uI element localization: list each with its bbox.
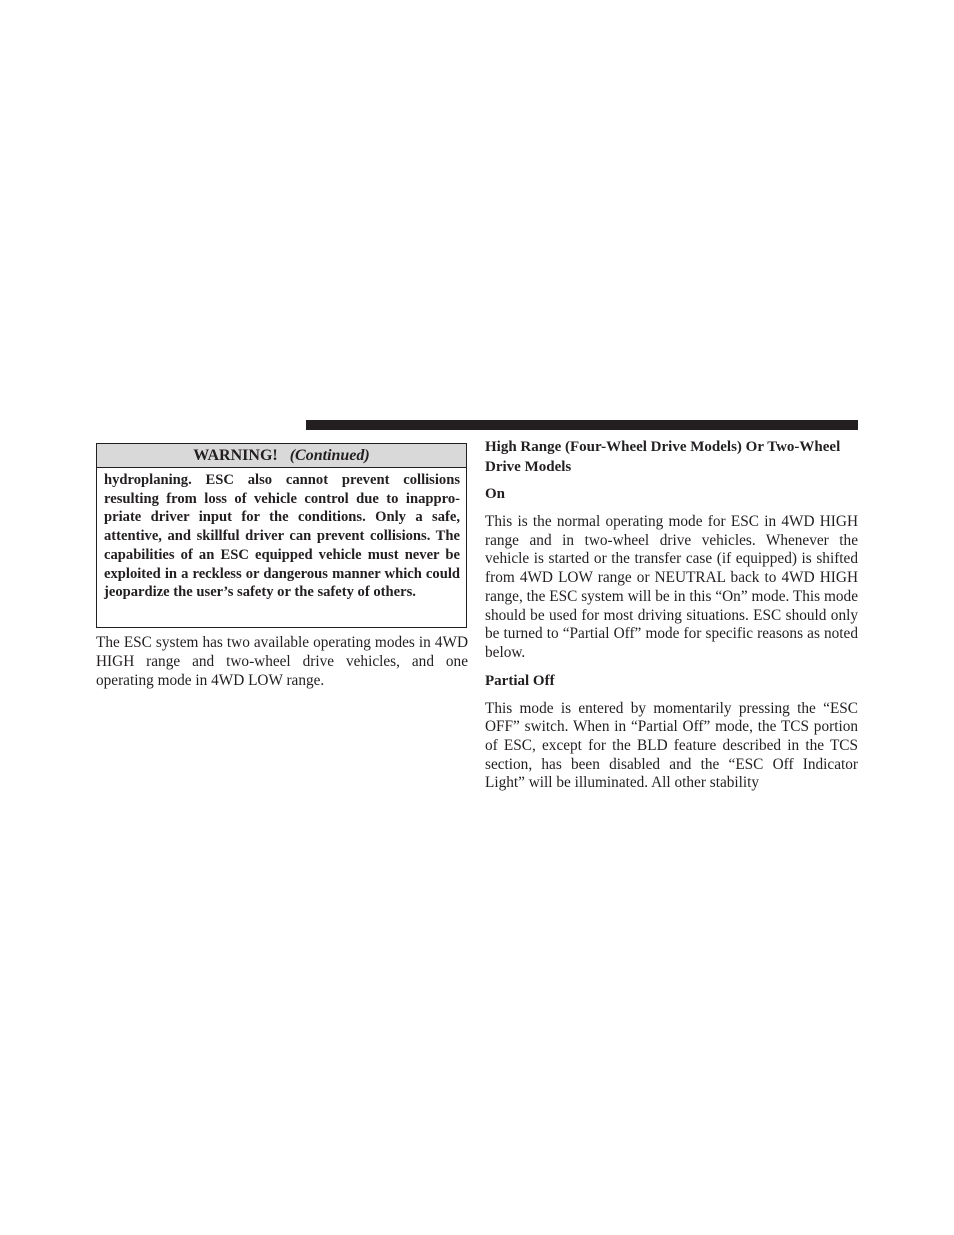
warning-title: WARNING! [193,447,278,464]
operating-modes-paragraph: The ESC system has two available operating modes in 4WD HIGH range and two-wheel drive vehicles, and one operating mode in 4WD LOW range. [96,634,468,689]
on-mode-text: This is the normal operating mode for ESC in 4WD HIGH range and in two-wheel drive vehicles. Whenever the vehicle is started or the transfer case (if equipped) is shifted from 4WD LOW range or NEUTRAL back to 4WD HIGH range, the ESC system will be in this “On” mode. This mode should be used for most driving situations. ESC should only be turned to “Partial Off” mode for specific reasons as noted below. [485,513,858,661]
partial-off-text: This mode is entered by momentarily pressing the “ESC OFF” switch. When in “Partial Off” mode, the TCS portion of ESC, except for the BLD feature described in the TCS section, has been disabled and the “ESC Off Indicator Light” will be illuminated. All other stability [485,699,858,792]
on-mode-title: On [485,486,506,502]
warning-box [96,443,467,628]
right-column [485,438,858,793]
section-heading: High Range (Four-Wheel Drive Models) Or Two-Wheel Drive Models [485,439,841,475]
section-header-bar [306,420,858,430]
warning-header [97,444,466,468]
partial-off-title: Partial Off [485,672,555,689]
warning-continued: (Continued) [289,447,370,464]
warning-body: hydroplaning. ESC also cannot prevent collisions resulting from loss of vehicle control due to inappropriate driver input for the conditions. Only a safe, attentive, and skillful driver can prevent collisions. The capabilities of an ESC equipped vehicle must never be exploited in a reckless or dangerous manner which could jeopardize the user’s safety or the safety of others. [104,472,460,601]
